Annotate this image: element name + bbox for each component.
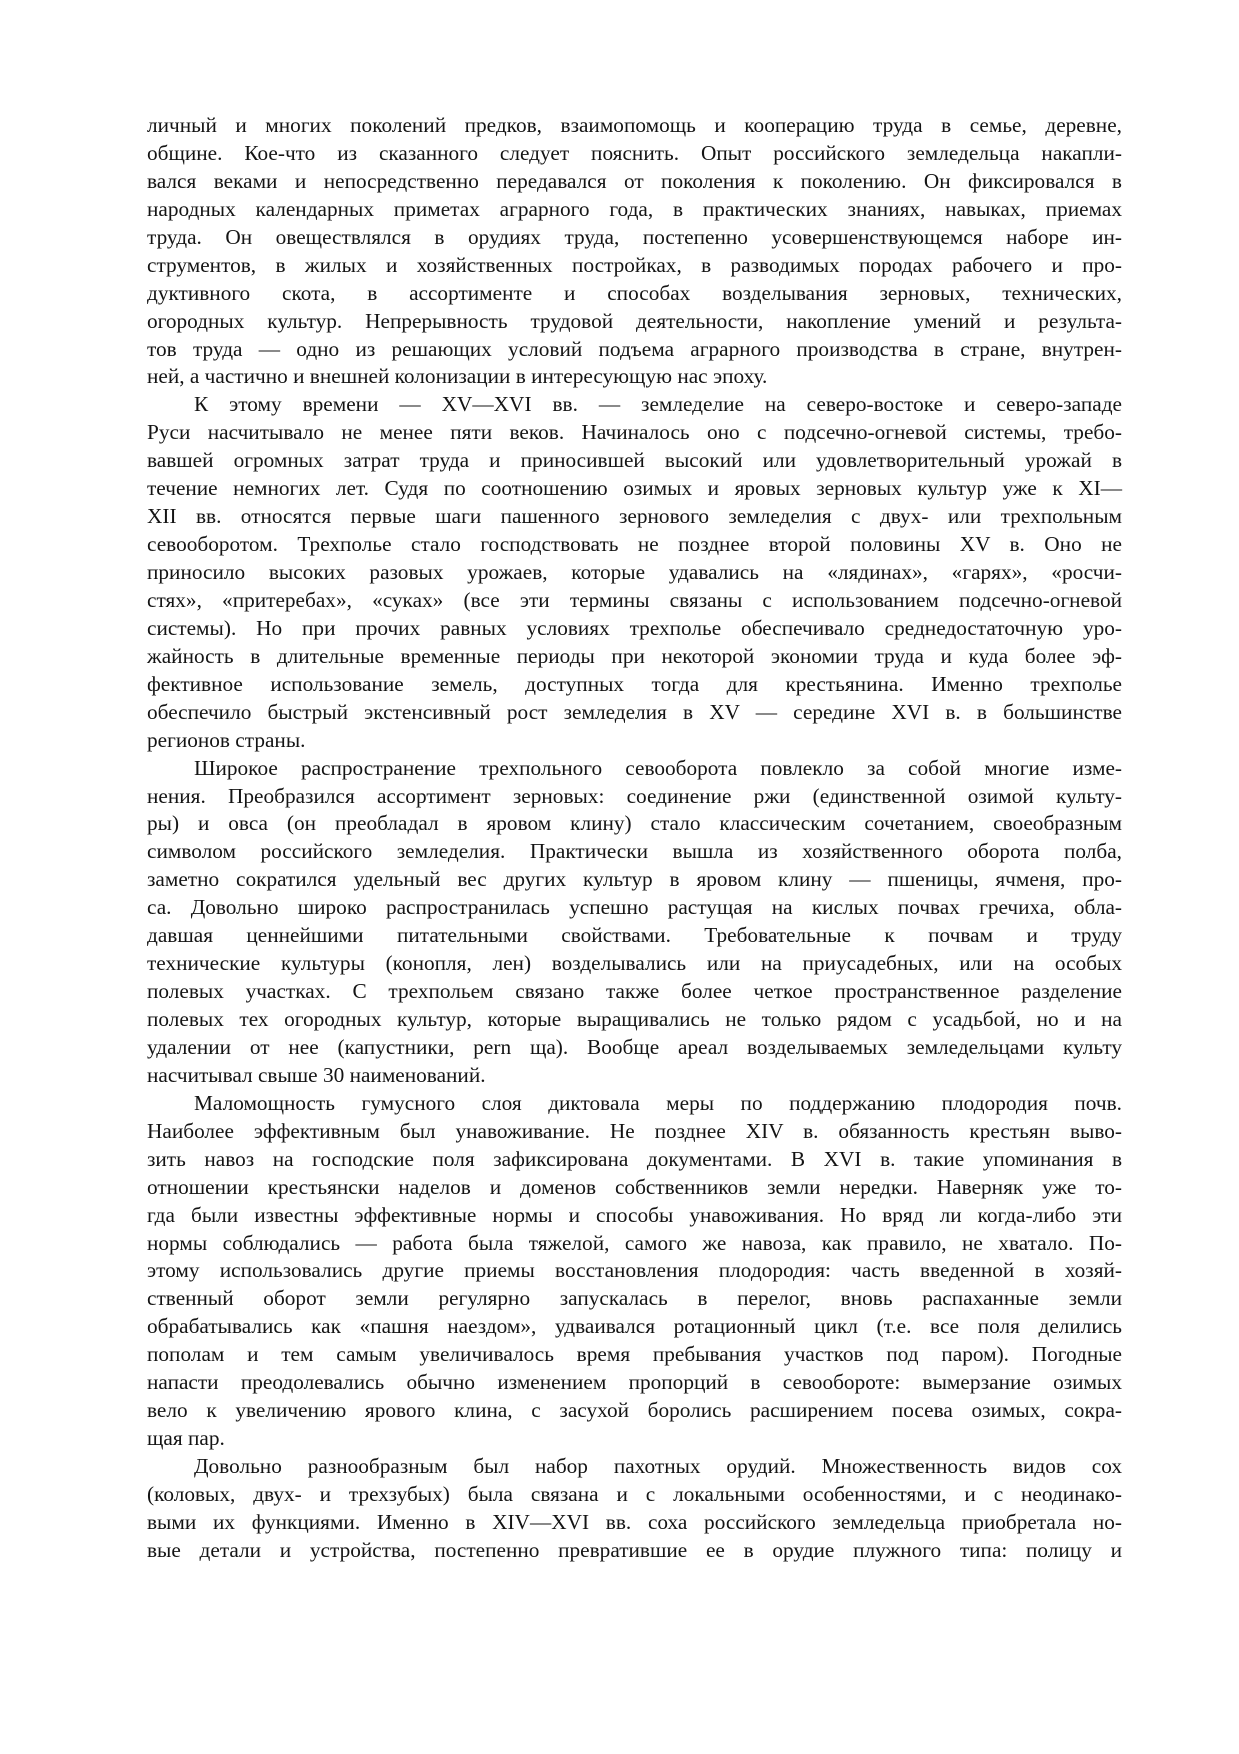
paragraph xyxy=(147,1090,1122,1453)
paragraph xyxy=(147,1453,1122,1565)
text-line: личный и многих поколений предков, взаимопомощь и кооперацию труда в семье, деревне, xyxy=(147,113,1122,137)
paragraph xyxy=(147,391,1122,754)
text-line: вело к увеличению ярового клина, с засухой боролись расширением посева озимых, сокра- xyxy=(147,1398,1122,1423)
text-line: стях», «притеребах», «суках» (все эти термины связаны с использованием подсечно-огневой xyxy=(147,587,1122,612)
text-line: Руси насчитывало не менее пяти веков. Начиналось оно с подсечно-огневой системы, требо- xyxy=(147,420,1122,445)
text-line: технические культуры (конопля, лен) возделывались или на приусадебных, или на особых xyxy=(147,951,1122,976)
document-page xyxy=(147,112,1122,1565)
text-line: регионов страны. xyxy=(147,727,306,752)
text-line: огородных культур. Непрерывность трудовой деятельности, накопление умений и результа- xyxy=(147,308,1122,333)
text-line: ры) и овса (он преобладал в яровом клину) стало классическим сочетанием, своеобразным xyxy=(147,811,1122,836)
text-line: народных календарных приметах аграрного года, в практических знаниях, навыках, приемах xyxy=(147,196,1122,221)
text-line: полевых тех огородных культур, которые выращивались не только рядом с усадьбой, но и на xyxy=(147,1007,1122,1031)
text-line: зить навоз на господские поля зафиксирована документами. В XVI в. такие упоминания в xyxy=(147,1146,1122,1171)
text-line: Широкое распространение трехпольного севооборота повлекло за собой многие изме- xyxy=(194,755,1122,780)
text-line: выми их функциями. Именно в XIV—XVI вв. соха российского земледельца приобретала но- xyxy=(147,1509,1122,1534)
text-line: Довольно разнообразным был набор пахотных орудий. Множественность видов сох xyxy=(194,1454,1122,1478)
text-line: обеспечило быстрый экстенсивный рост земледелия в XV — середине XVI в. в большинстве xyxy=(147,699,1122,724)
text-line: К этому времени — XV—XVI вв. — земледелие на северо-востоке и северо-западе xyxy=(194,392,1122,417)
text-line: обрабатывались как «пашня наездом», удваивался ротационный цикл (т.е. все поля делились xyxy=(147,1314,1122,1339)
text-line: дуктивного скота, в ассортименте и способах возделывания зерновых, технических, xyxy=(147,280,1122,305)
text-line: приносило высоких разовых урожаев, которые удавались на «лядинах», «гарях», «росчи- xyxy=(147,560,1122,584)
paragraph xyxy=(147,755,1122,1090)
text-line: нения. Преобразился ассортимент зерновых: соединение ржи (единственной озимой культу- xyxy=(147,783,1122,808)
text-line: системы). Но при прочих равных условиях трехполье обеспечивало среднедостаточную уро- xyxy=(147,615,1122,640)
text-line: щая пар. xyxy=(147,1426,225,1451)
text-line: Наиболее эффективным был унавоживание. Не позднее XIV в. обязанность крестьян выво- xyxy=(147,1118,1122,1143)
text-line: Маломощность гумусного слоя диктовала меры по поддержанию плодородия почв. xyxy=(194,1090,1122,1115)
text-line: труда. Он овеществлялся в орудиях труда, постепенно усовершенствующемся наборе ин- xyxy=(147,224,1122,249)
text-line: XII вв. относятся первые шаги пашенного зернового земледелия с двух- или трехпольным xyxy=(147,504,1122,529)
text-line: тов труда — одно из решающих условий подъема аграрного производства в стране, внутрен- xyxy=(147,336,1122,361)
text-line: полевых участках. С трехпольем связано также более четкое пространственное разделение xyxy=(147,979,1122,1004)
text-line: насчитывал свыше 30 наименований. xyxy=(147,1062,486,1087)
text-line: фективное использование земель, доступных тогда для крестьянина. Именно трехполье xyxy=(147,671,1122,696)
text-line: течение немногих лет. Судя по соотношению озимых и яровых зерновых культур уже к XI— xyxy=(147,476,1122,501)
text-line: этому использовались другие приемы восстановления плодородия: часть введенной в хозяй- xyxy=(147,1258,1122,1283)
text-line: заметно сократился удельный вес других культур в яровом клину — пшеницы, ячменя, про- xyxy=(147,867,1122,892)
text-line: ственный оборот земли регулярно запускалась в перелог, вновь распаханные земли xyxy=(147,1286,1122,1311)
text-line: севооборотом. Трехполье стало господствовать не позднее второй половины XV в. Оно не xyxy=(147,532,1122,557)
paragraph xyxy=(147,112,1122,391)
text-line: гда были известны эффективные нормы и способы унавоживания. Но вряд ли когда-либо эти xyxy=(147,1202,1122,1227)
text-line: вался веками и непосредственно передавался от поколения к поколению. Он фиксировался в xyxy=(147,168,1122,193)
text-line: удалении от нее (капустники, pern ща). Вообще ареал возделываемых земледельцами культу xyxy=(147,1034,1122,1059)
text-line: отношении крестьянски наделов и доменов собственников земли нередки. Наверняк уже то- xyxy=(147,1174,1122,1199)
text-line: (коловых, двух- и трехзубых) была связана и с локальными особенностями, и с неодинако- xyxy=(147,1481,1122,1506)
text-line: ней, а частично и внешней колонизации в интересующую нас эпоху. xyxy=(147,364,768,389)
text-line: нормы соблюдались — работа была тяжелой, самого же навоза, как правило, не хватало. По- xyxy=(147,1230,1122,1255)
text-line: символом российского земледелия. Практически вышла из хозяйственного оборота полба, xyxy=(147,839,1122,864)
text-line: давшая ценнейшими питательными свойствами. Требовательные к почвам и труду xyxy=(147,923,1122,948)
text-line: напасти преодолевались обычно изменением пропорций в севообороте: вымерзание озимых xyxy=(147,1370,1122,1395)
text-line: вавшей огромных затрат труда и приносившей высокий или удовлетворительный урожай в xyxy=(147,448,1122,473)
text-line: вые детали и устройства, постепенно превратившие ее в орудие плужного типа: полицу и xyxy=(147,1537,1122,1562)
text-line: общине. Кое-что из сказанного следует пояснить. Опыт российского земледельца накапли- xyxy=(147,140,1122,165)
text-line: са. Довольно широко распространилась успешно растущая на кислых почвах гречиха, обла- xyxy=(147,895,1122,920)
text-line: струментов, в жилых и хозяйственных постройках, в разводимых породах рабочего и про- xyxy=(147,252,1122,277)
text-line: жайность в длительные временные периоды при некоторой экономии труда и куда более эф- xyxy=(147,643,1122,668)
text-line: пополам и тем самым увеличивалось время пребывания участков под паром). Погодные xyxy=(147,1342,1122,1367)
